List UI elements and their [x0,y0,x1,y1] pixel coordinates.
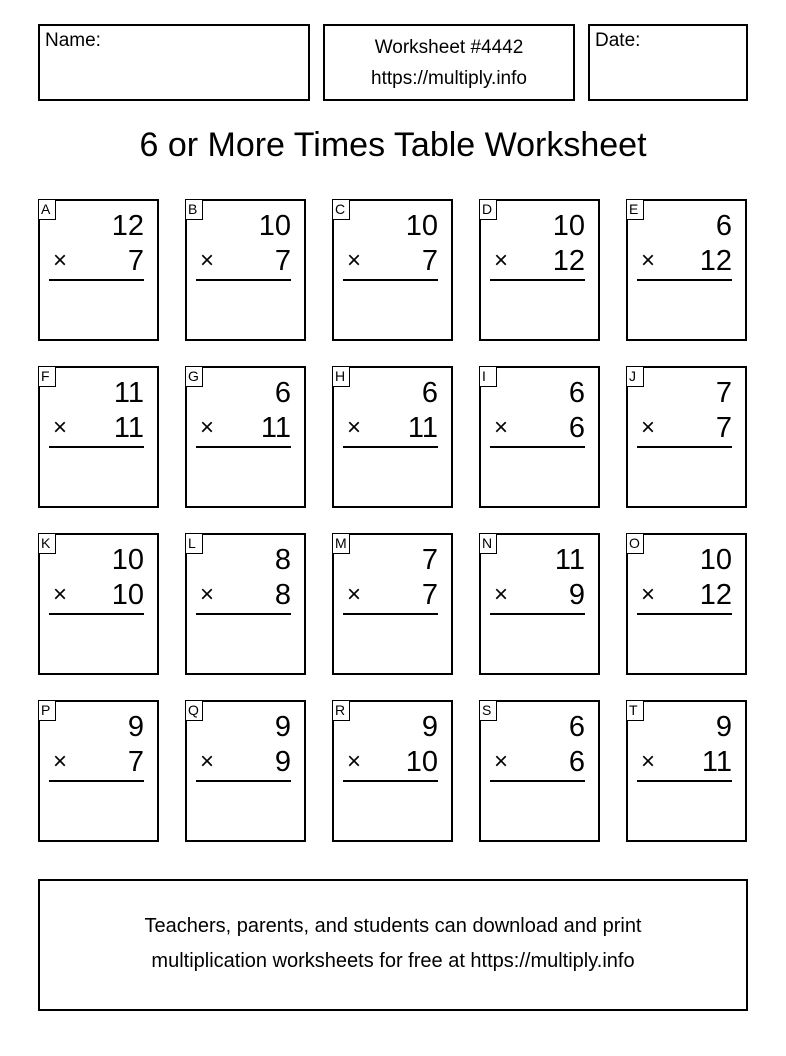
times-sign: × [200,748,215,775]
footer-line-2: multiplication worksheets for free at https://multiply.info [151,950,635,972]
problem-letter: K [38,533,56,554]
name-box[interactable] [38,24,310,101]
multiplicand: 7 [715,377,732,409]
answer-line [196,446,291,448]
problem-box[interactable] [479,366,600,508]
multiplicand: 6 [274,377,291,409]
problem-letter: S [479,700,497,721]
times-sign: × [53,414,68,441]
answer-line [637,446,732,448]
multiplier: 7 [421,245,438,277]
multiplicand: 7 [421,544,438,576]
times-sign: × [494,748,509,775]
times-sign: × [641,414,656,441]
answer-line [490,279,585,281]
multiplicand: 9 [715,711,732,743]
problem-box[interactable] [479,700,600,842]
multiplicand: 6 [715,210,732,242]
problem-box[interactable] [332,366,453,508]
problem-box[interactable] [626,700,747,842]
date-box[interactable] [588,24,748,101]
multiplier: 10 [405,746,438,778]
times-sign: × [347,748,362,775]
multiplier: 9 [274,746,291,778]
problem-letter: F [38,366,56,387]
problem-box[interactable] [479,199,600,341]
times-sign: × [200,414,215,441]
answer-line [490,613,585,615]
times-sign: × [641,247,656,274]
problem-box[interactable] [38,199,159,341]
multiplicand: 8 [274,544,291,576]
answer-line [196,613,291,615]
times-sign: × [200,247,215,274]
times-sign: × [53,581,68,608]
answer-line [49,780,144,782]
multiplier: 12 [699,245,732,277]
multiplier: 6 [568,412,585,444]
multiplicand: 10 [111,544,144,576]
problem-letter: P [38,700,56,721]
multiplier: 11 [113,412,144,444]
problem-box[interactable] [38,700,159,842]
problem-box[interactable] [626,533,747,675]
answer-line [343,446,438,448]
problem-box[interactable] [38,366,159,508]
problem-letter: Q [185,700,203,721]
multiplicand: 10 [258,210,291,242]
answer-line [490,780,585,782]
problem-box[interactable] [332,533,453,675]
multiplier: 11 [407,412,438,444]
date-label: Date: [595,30,641,51]
times-sign: × [347,581,362,608]
site-url: https://multiply.info [371,68,527,89]
answer-line [49,613,144,615]
multiplier: 7 [715,412,732,444]
multiplier: 10 [111,579,144,611]
times-sign: × [494,247,509,274]
multiplicand: 10 [405,210,438,242]
problem-letter: N [479,533,497,554]
problem-box[interactable] [626,199,747,341]
multiplier: 8 [274,579,291,611]
multiplier: 12 [699,579,732,611]
answer-line [490,446,585,448]
answer-line [196,780,291,782]
multiplier: 11 [260,412,291,444]
multiplicand: 9 [127,711,144,743]
problem-box[interactable] [626,366,747,508]
times-sign: × [53,247,68,274]
worksheet-info-box [323,24,575,101]
multiplicand: 10 [699,544,732,576]
problem-letter: D [479,199,497,220]
multiplicand: 9 [421,711,438,743]
answer-line [49,446,144,448]
times-sign: × [494,581,509,608]
problem-letter: T [626,700,644,721]
answer-line [637,780,732,782]
problem-letter: J [626,366,644,387]
times-sign: × [347,414,362,441]
answer-line [49,279,144,281]
multiplier: 11 [701,746,732,778]
times-sign: × [494,414,509,441]
multiplier: 12 [552,245,585,277]
times-sign: × [347,247,362,274]
answer-line [196,279,291,281]
multiplier: 7 [274,245,291,277]
times-sign: × [200,581,215,608]
footer-line-1: Teachers, parents, and students can download and print [144,915,642,937]
worksheet-number: Worksheet #4442 [374,37,524,58]
problem-box[interactable] [185,199,306,341]
multiplier: 7 [421,579,438,611]
multiplicand: 11 [113,377,144,409]
problem-letter: G [185,366,203,387]
problem-letter: R [332,700,350,721]
answer-line [637,279,732,281]
problem-letter: C [332,199,350,220]
times-sign: × [53,748,68,775]
answer-line [637,613,732,615]
multiplicand: 12 [111,210,144,242]
problem-box[interactable] [185,366,306,508]
footer-box [38,879,748,1011]
problem-letter: O [626,533,644,554]
problem-letter: H [332,366,350,387]
name-label: Name: [45,30,101,51]
times-sign: × [641,748,656,775]
multiplier: 6 [568,746,585,778]
multiplicand: 10 [552,210,585,242]
times-sign: × [641,581,656,608]
multiplicand: 6 [421,377,438,409]
multiplier: 7 [127,746,144,778]
multiplier: 9 [568,579,585,611]
multiplicand: 11 [554,544,585,576]
problem-letter: I [479,366,497,387]
answer-line [343,780,438,782]
answer-line [343,613,438,615]
page-title: 6 or More Times Table Worksheet [139,126,647,164]
problem-letter: A [38,199,56,220]
problem-box[interactable] [185,533,306,675]
multiplicand: 9 [274,711,291,743]
multiplier: 7 [127,245,144,277]
problem-box[interactable] [332,199,453,341]
problem-box[interactable] [332,700,453,842]
answer-line [343,279,438,281]
problem-letter: E [626,199,644,220]
problem-box[interactable] [479,533,600,675]
problem-letter: L [185,533,203,554]
multiplicand: 6 [568,377,585,409]
problem-box[interactable] [185,700,306,842]
problem-letter: M [332,533,350,554]
multiplicand: 6 [568,711,585,743]
problem-box[interactable] [38,533,159,675]
problem-letter: B [185,199,203,220]
